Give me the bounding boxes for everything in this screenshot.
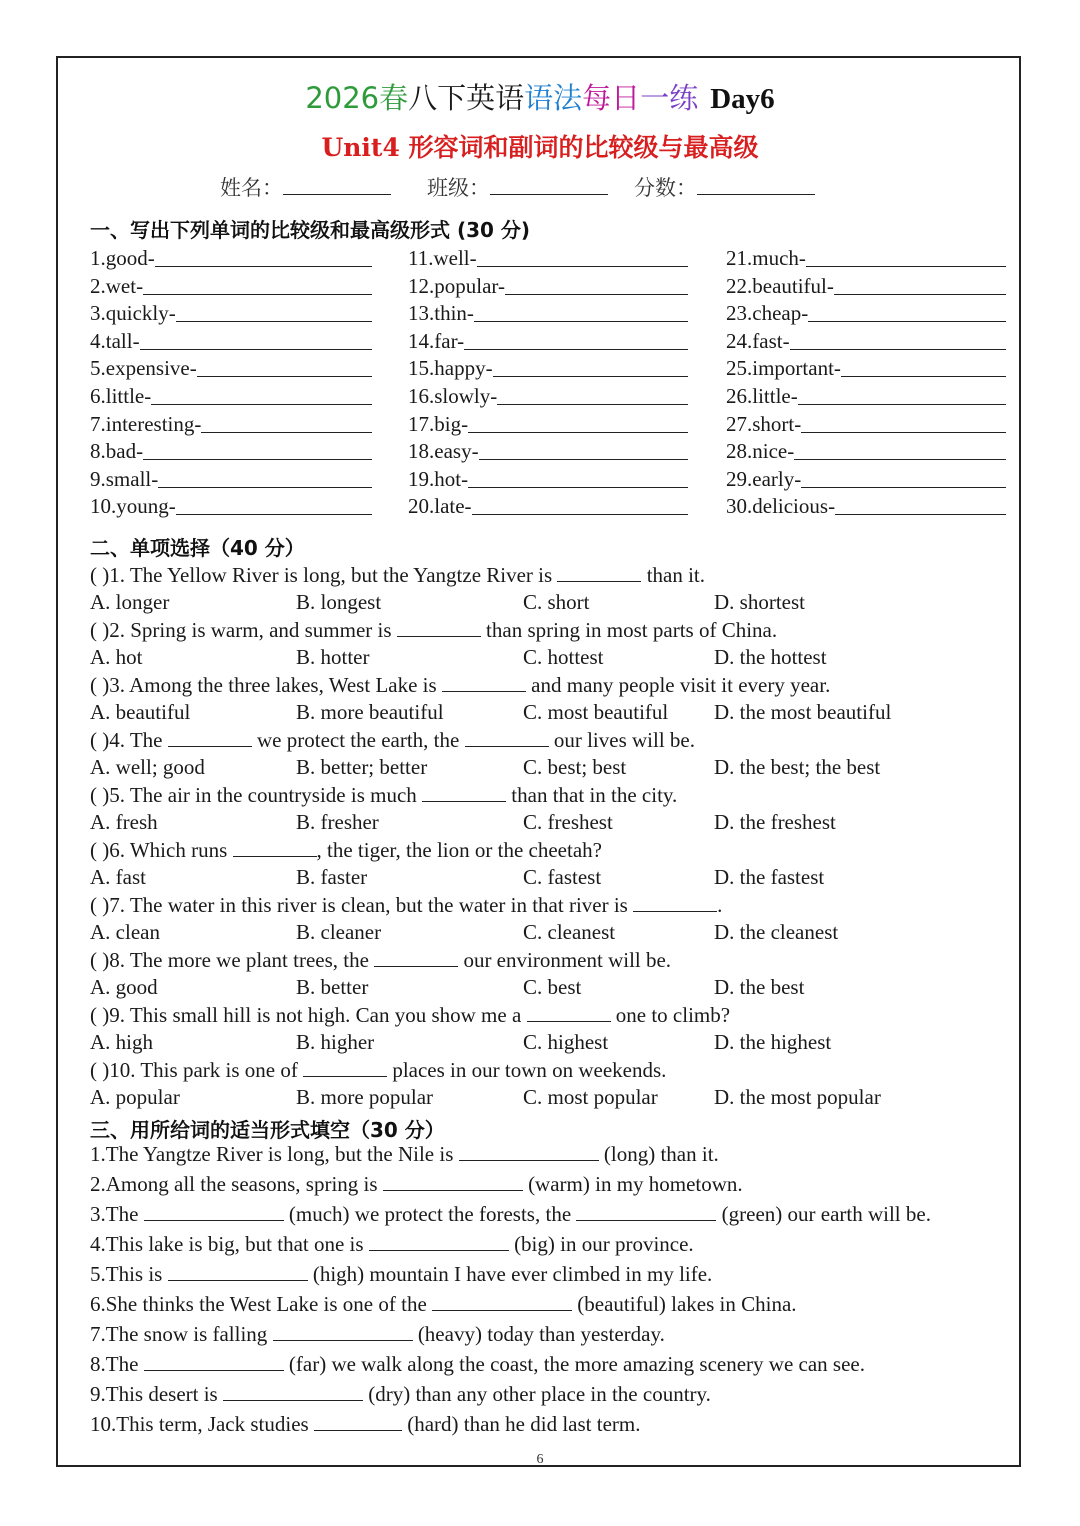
question-text: than spring in most parts of China.	[480, 618, 778, 642]
question-text: places in our town on weekends.	[387, 1058, 667, 1082]
question-stem	[90, 673, 830, 698]
option-choice[interactable]: D. the highest	[714, 1030, 832, 1054]
fill-text: 6.She thinks the West Lake is one of the	[90, 1292, 433, 1316]
fill-item	[90, 1142, 719, 1167]
option-choice[interactable]: A. hot	[90, 645, 143, 669]
question-text: ( )7. The water in this river is clean, but the water in that river is	[90, 893, 634, 917]
question-text: ( )1. The Yellow River is long, but the Yangtze River is	[90, 563, 558, 587]
answer-blank[interactable]	[314, 1430, 402, 1431]
question-stem	[90, 563, 705, 588]
option-choice[interactable]: D. the best; the best	[714, 755, 881, 779]
word-label: 23.cheap-	[726, 301, 809, 326]
word-item	[90, 356, 372, 381]
answer-blank[interactable]	[798, 384, 1006, 405]
score-blank[interactable]	[697, 194, 815, 195]
fill-text: 2.Among all the seasons, spring is	[90, 1172, 383, 1196]
answer-blank[interactable]	[168, 746, 252, 747]
word-item	[726, 494, 1006, 519]
fill-item	[90, 1232, 694, 1257]
fill-item	[90, 1292, 797, 1317]
answer-blank[interactable]	[576, 1220, 716, 1221]
word-item	[90, 246, 372, 271]
fill-item	[90, 1172, 743, 1197]
fill-text: (heavy) today than yesterday.	[412, 1322, 665, 1346]
word-item	[408, 246, 688, 271]
fill-text: (warm) in my hometown.	[522, 1172, 743, 1196]
answer-blank[interactable]	[841, 356, 1006, 377]
option-choice[interactable]: D. shortest	[714, 590, 805, 614]
option-choice[interactable]: B. better	[296, 975, 369, 999]
answer-blank[interactable]	[474, 301, 688, 322]
option-choice[interactable]: D. the best	[714, 975, 805, 999]
option-choice[interactable]: C. freshest	[523, 810, 613, 834]
option-choice[interactable]: A. popular	[90, 1085, 180, 1109]
word-label: 5.expensive-	[90, 356, 197, 381]
answer-blank[interactable]	[201, 412, 372, 433]
word-label: 30.delicious-	[726, 494, 836, 519]
word-label: 17.big-	[408, 411, 469, 436]
answer-blank[interactable]	[442, 691, 526, 692]
word-item	[90, 494, 372, 519]
word-label: 7.interesting-	[90, 411, 202, 436]
option-choice[interactable]: D. the fastest	[714, 865, 825, 889]
name-label: 姓名：	[220, 176, 283, 200]
option-choice[interactable]: B. faster	[296, 865, 368, 889]
question-text: .	[717, 893, 723, 917]
answer-blank[interactable]	[808, 301, 1006, 322]
question-text: , the tiger, the lion or the cheetah?	[316, 838, 602, 862]
question-stem	[90, 1058, 666, 1083]
title-segment: 2026春	[305, 81, 409, 115]
word-item	[726, 384, 1006, 409]
question-text: one to climb?	[610, 1003, 731, 1027]
fill-item	[90, 1382, 711, 1407]
answer-blank[interactable]	[465, 746, 549, 747]
answer-blank[interactable]	[144, 1370, 284, 1371]
option-choice[interactable]: C. fastest	[523, 865, 602, 889]
word-item	[726, 467, 1006, 492]
answer-blank[interactable]	[432, 1310, 572, 1311]
option-choice[interactable]: B. higher	[296, 1030, 375, 1054]
word-item	[408, 467, 688, 492]
option-choice[interactable]: D. the hottest	[714, 645, 827, 669]
option-choice[interactable]: C. cleanest	[523, 920, 616, 944]
class-blank[interactable]	[490, 194, 608, 195]
option-choice[interactable]: B. hotter	[296, 645, 370, 669]
answer-blank[interactable]	[176, 494, 372, 515]
fill-text: 4.This lake is big, but that one is	[90, 1232, 369, 1256]
fill-text: 5.This is	[90, 1262, 168, 1286]
word-item	[90, 467, 372, 492]
answer-blank[interactable]	[468, 412, 688, 433]
question-text: ( )3. Among the three lakes, West Lake is	[90, 673, 442, 697]
word-label: 25.important-	[726, 356, 841, 381]
question-stem	[90, 783, 677, 808]
name-blank[interactable]	[283, 194, 391, 195]
question-text: ( )5. The air in the countryside is much	[90, 783, 423, 807]
option-choice[interactable]: A. beautiful	[90, 700, 191, 724]
word-item	[408, 384, 688, 409]
question-text: ( )9. This small hill is not high. Can you show me a	[90, 1003, 527, 1027]
answer-blank[interactable]	[233, 856, 317, 857]
word-label: 15.happy-	[408, 356, 493, 381]
word-label: 20.late-	[408, 494, 472, 519]
score-field	[634, 172, 815, 202]
word-label: 6.little-	[90, 384, 152, 408]
word-label: 8.bad-	[90, 439, 144, 464]
option-choice[interactable]: D. the most popular	[714, 1085, 881, 1109]
question-text: and many people visit it every year.	[525, 673, 831, 697]
option-choice[interactable]: B. longest	[296, 590, 382, 614]
fill-text: (long) than it.	[598, 1142, 719, 1166]
option-choice[interactable]: A. high	[90, 1030, 153, 1054]
option-choice[interactable]: D. the freshest	[714, 810, 836, 834]
answer-blank[interactable]	[557, 581, 641, 582]
option-choice[interactable]: A. clean	[90, 920, 160, 944]
day-label: Day6	[710, 83, 775, 115]
word-label: 9.small-	[90, 466, 159, 491]
section3-heading: 三、用所给词的适当形式填空（30 分）	[90, 1118, 445, 1142]
title-segment: 一练	[640, 81, 699, 115]
question-text: ( )4. The	[90, 728, 168, 752]
word-item	[726, 439, 1006, 464]
fill-text: 3.The	[90, 1202, 144, 1226]
word-label: 18.easy-	[408, 439, 479, 464]
word-item	[90, 439, 372, 464]
option-choice[interactable]: D. the most beautiful	[714, 700, 892, 724]
word-label: 1.good-	[90, 246, 155, 270]
answer-blank[interactable]	[801, 412, 1006, 433]
question-text: ( )2. Spring is warm, and summer is	[90, 618, 397, 642]
answer-blank[interactable]	[168, 1280, 308, 1281]
fill-text: (far) we walk along the coast, the more amazing scenery we can see.	[283, 1352, 865, 1376]
answer-blank[interactable]	[144, 1220, 284, 1221]
fill-text: (green) our earth will be.	[716, 1202, 931, 1226]
word-item	[408, 329, 688, 354]
answer-blank[interactable]	[472, 494, 688, 515]
option-choice[interactable]: D. the cleanest	[714, 920, 839, 944]
word-item	[726, 301, 1006, 326]
name-field	[220, 172, 391, 202]
word-label: 2.wet-	[90, 273, 144, 298]
fill-item	[90, 1322, 665, 1347]
word-item	[90, 329, 372, 354]
option-choice[interactable]: A. well; good	[90, 755, 205, 779]
class-field	[427, 172, 608, 202]
word-item	[408, 412, 688, 437]
answer-blank[interactable]	[493, 356, 688, 377]
fill-item	[90, 1412, 640, 1437]
fill-text: (beautiful) lakes in China.	[572, 1292, 797, 1316]
fill-text: (big) in our province.	[508, 1232, 694, 1256]
fill-text: 1.The Yangtze River is long, but the Nile is	[90, 1142, 459, 1166]
worksheet-title	[0, 76, 1080, 117]
question-text: than that in the city.	[506, 783, 678, 807]
answer-blank[interactable]	[801, 467, 1006, 488]
answer-blank[interactable]	[790, 329, 1006, 350]
word-label: 12.popular-	[408, 273, 505, 298]
section1-heading: 一、写出下列单词的比较级和最高级形式 (30 分)	[90, 218, 531, 242]
answer-blank[interactable]	[223, 1400, 363, 1401]
answer-blank[interactable]	[835, 494, 1006, 515]
answer-blank[interactable]	[158, 467, 372, 488]
word-item	[90, 412, 372, 437]
word-item	[726, 412, 1006, 437]
word-label: 24.fast-	[726, 328, 790, 353]
answer-blank[interactable]	[834, 274, 1006, 295]
option-choice[interactable]: B. better; better	[296, 755, 428, 779]
option-choice[interactable]: C. hottest	[523, 645, 604, 669]
answer-blank[interactable]	[151, 384, 372, 405]
word-label: 28.nice-	[726, 439, 795, 464]
fill-text: (hard) than he did last term.	[401, 1412, 641, 1436]
fill-text: (much) we protect the forests, the	[283, 1202, 577, 1226]
score-label: 分数：	[634, 176, 697, 200]
option-choice[interactable]: B. more popular	[296, 1085, 434, 1109]
fill-text: (high) mountain I have ever climbed in my life.	[307, 1262, 713, 1286]
question-stem	[90, 838, 602, 863]
word-label: 10.young-	[90, 494, 176, 519]
class-label: 班级：	[427, 176, 490, 200]
title-segment: 每日	[582, 81, 641, 115]
word-item	[726, 356, 1006, 381]
answer-blank[interactable]	[527, 1021, 611, 1022]
word-item	[408, 494, 688, 519]
word-item	[726, 329, 1006, 354]
answer-blank[interactable]	[176, 301, 372, 322]
answer-blank[interactable]	[155, 246, 372, 267]
option-choice[interactable]: C. best; best	[523, 755, 627, 779]
question-stem	[90, 1003, 730, 1028]
answer-blank[interactable]	[479, 439, 688, 460]
word-label: 26.little-	[726, 384, 798, 408]
word-item	[408, 301, 688, 326]
answer-blank[interactable]	[143, 439, 372, 460]
option-choice[interactable]: A. fresh	[90, 810, 158, 834]
option-choice[interactable]: A. fast	[90, 865, 146, 889]
answer-blank[interactable]	[303, 1076, 387, 1077]
word-item	[408, 356, 688, 381]
word-item	[408, 274, 688, 299]
answer-blank[interactable]	[505, 274, 688, 295]
word-item	[90, 384, 372, 409]
unit-subtitle: Unit4 形容词和副词的比较级与最高级	[321, 133, 759, 162]
answer-blank[interactable]	[477, 246, 688, 267]
word-label: 27.short-	[726, 411, 802, 436]
option-choice[interactable]: A. longer	[90, 590, 170, 614]
fill-text: 7.The snow is falling	[90, 1322, 273, 1346]
word-label: 29.early-	[726, 466, 802, 491]
answer-blank[interactable]	[273, 1340, 413, 1341]
answer-blank[interactable]	[397, 636, 481, 637]
option-choice[interactable]: C. short	[523, 590, 590, 614]
fill-item	[90, 1352, 865, 1377]
question-text: ( )8. The more we plant trees, the	[90, 948, 375, 972]
word-label: 4.tall-	[90, 328, 140, 353]
option-choice[interactable]: C. best	[523, 975, 582, 999]
answer-blank[interactable]	[497, 384, 688, 405]
answer-blank[interactable]	[140, 329, 372, 350]
question-stem	[90, 728, 695, 753]
word-label: 22.beautiful-	[726, 273, 834, 298]
answer-blank[interactable]	[369, 1250, 509, 1251]
fill-text: 8.The	[90, 1352, 144, 1376]
answer-blank[interactable]	[143, 274, 372, 295]
question-text: our environment will be.	[458, 948, 672, 972]
word-item	[90, 274, 372, 299]
title-segment: 语法	[524, 81, 583, 115]
title-segment: 八下英语	[408, 81, 525, 115]
question-stem	[90, 893, 722, 918]
option-choice[interactable]: C. most beautiful	[523, 700, 669, 724]
question-stem	[90, 948, 671, 973]
word-item	[90, 301, 372, 326]
word-label: 11.well-	[408, 246, 477, 270]
word-label: 21.much-	[726, 246, 806, 270]
word-label: 14.far-	[408, 328, 465, 353]
question-text: our lives will be.	[548, 728, 695, 752]
word-label: 16.slowly-	[408, 384, 498, 408]
option-choice[interactable]: A. good	[90, 975, 158, 999]
question-text: than it.	[641, 563, 706, 587]
answer-blank[interactable]	[806, 246, 1006, 267]
option-choice[interactable]: C. highest	[523, 1030, 609, 1054]
fill-text: 9.This desert is	[90, 1382, 223, 1406]
word-label: 13.thin-	[408, 301, 474, 326]
option-choice[interactable]: B. cleaner	[296, 920, 382, 944]
question-stem	[90, 618, 777, 643]
word-label: 3.quickly-	[90, 301, 176, 326]
word-item	[726, 246, 1006, 271]
question-text: ( )6. Which runs	[90, 838, 233, 862]
section2-heading: 二、单项选择（40 分）	[90, 536, 305, 560]
question-text: we protect the earth, the	[251, 728, 465, 752]
answer-blank[interactable]	[468, 467, 688, 488]
answer-blank[interactable]	[633, 911, 717, 912]
word-item	[408, 439, 688, 464]
answer-blank[interactable]	[794, 439, 1006, 460]
answer-blank[interactable]	[197, 356, 372, 377]
option-choice[interactable]: B. fresher	[296, 810, 379, 834]
answer-blank[interactable]	[374, 966, 458, 967]
answer-blank[interactable]	[459, 1160, 599, 1161]
question-text: ( )10. This park is one of	[90, 1058, 304, 1082]
answer-blank[interactable]	[464, 329, 688, 350]
answer-blank[interactable]	[422, 801, 506, 802]
fill-text: 10.This term, Jack studies	[90, 1412, 314, 1436]
word-item	[726, 274, 1006, 299]
page-number: 6	[536, 1452, 544, 1467]
option-choice[interactable]: B. more beautiful	[296, 700, 444, 724]
fill-item	[90, 1202, 931, 1227]
answer-blank[interactable]	[383, 1190, 523, 1191]
fill-item	[90, 1262, 712, 1287]
fill-text: (dry) than any other place in the country.	[362, 1382, 711, 1406]
option-choice[interactable]: C. most popular	[523, 1085, 658, 1109]
word-label: 19.hot-	[408, 466, 469, 491]
